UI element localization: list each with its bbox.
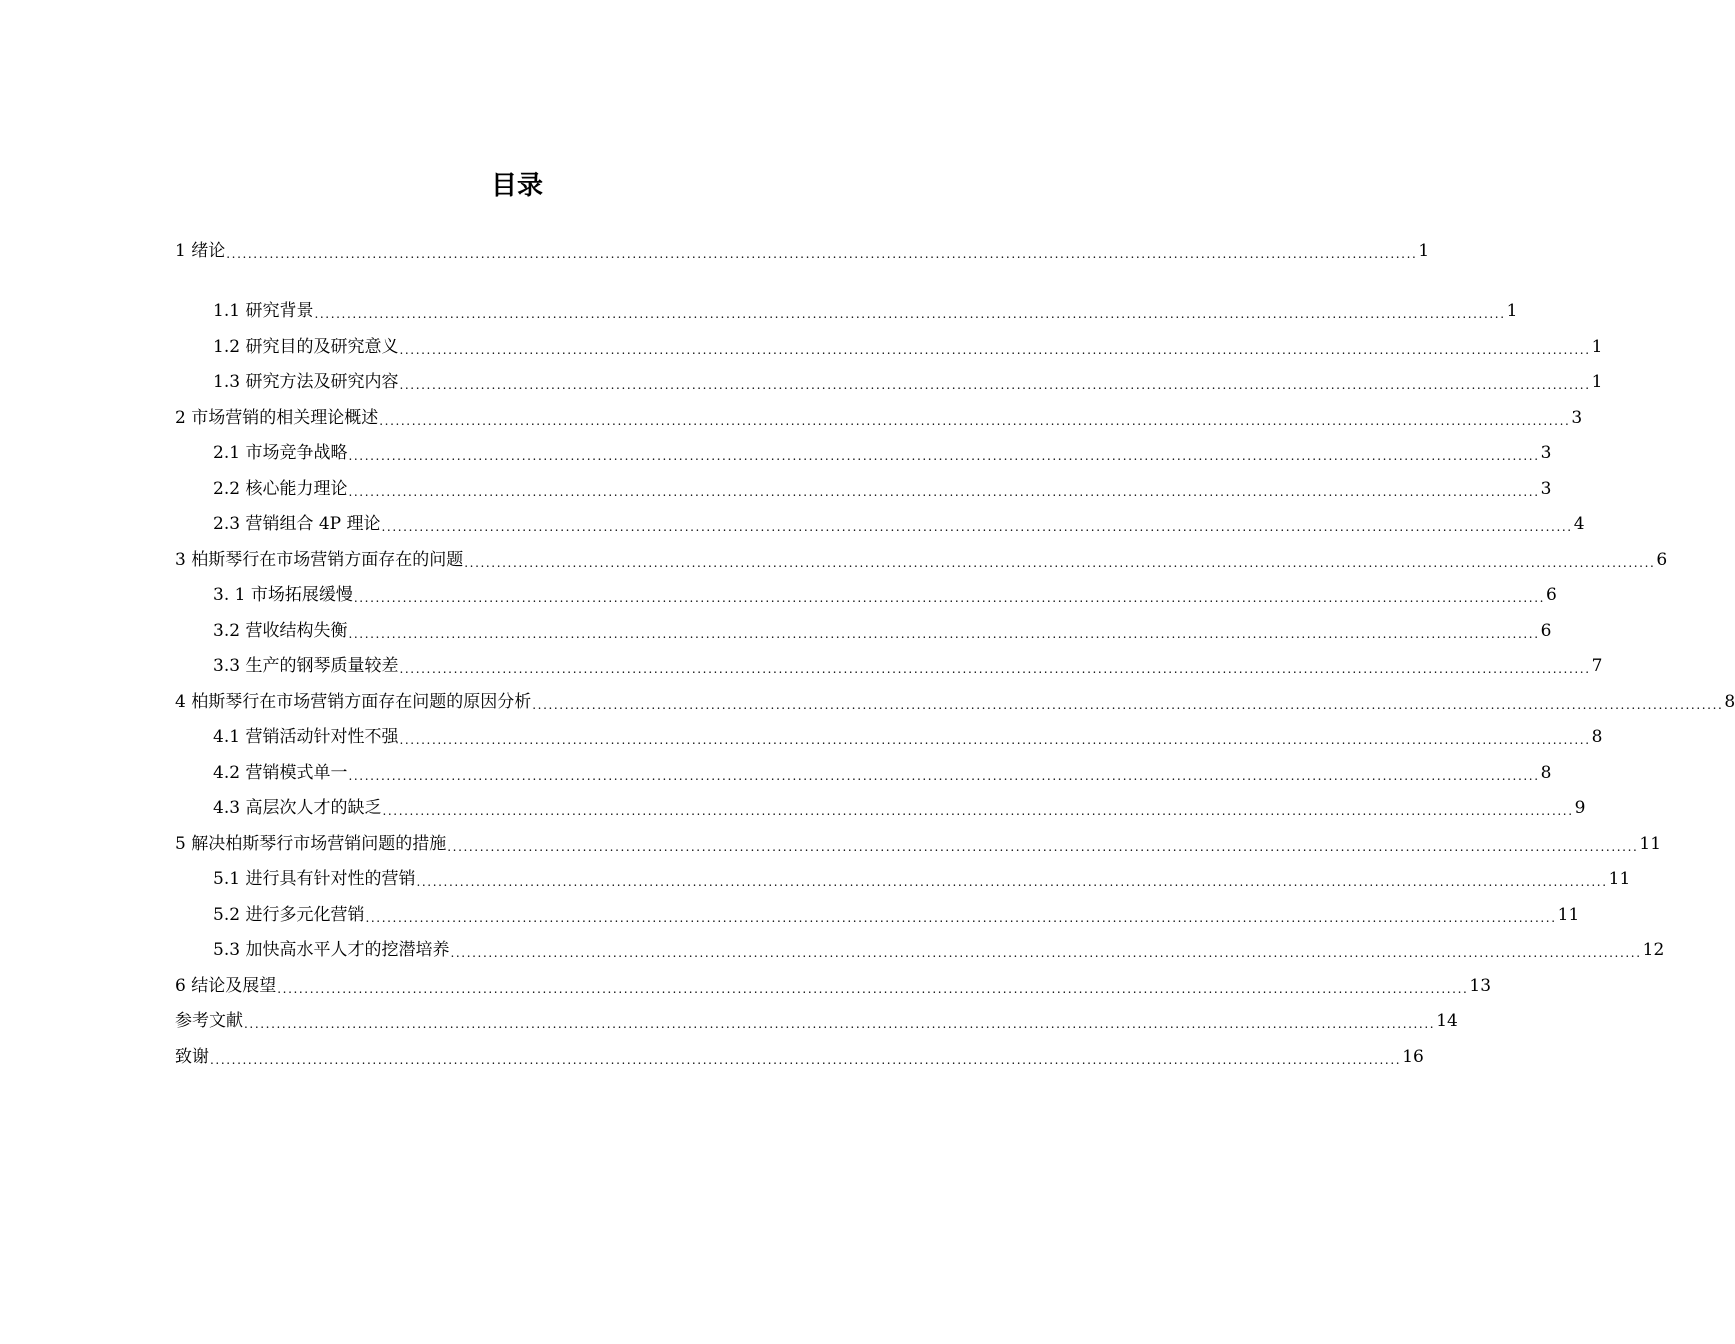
toc-entry (175, 1042, 1424, 1068)
toc-entry-page: 3 (1540, 443, 1552, 463)
dot-leader: ............................................................................................................................................................................................................................ (381, 520, 1573, 534)
toc-entry (213, 332, 1603, 358)
toc-entry-page: 11 (1557, 905, 1580, 925)
dot-leader: ............................................................................................................................................................................................................................ (277, 982, 1469, 996)
dot-leader: ............................................................................................................................................................................................................................ (353, 591, 1546, 605)
toc-entry (175, 1006, 1458, 1032)
toc-entry-page: 3 (1540, 479, 1552, 499)
toc-entry (175, 687, 1735, 713)
dot-leader: ............................................................................................................................................................................................................................ (399, 733, 1591, 747)
toc-entry-label: 3 柏斯琴行在市场营销方面存在的问题 (175, 550, 464, 570)
toc-entry-page: 1 (1591, 372, 1603, 392)
toc-entry-label: 1.3 研究方法及研究内容 (213, 372, 399, 392)
toc-entry (175, 829, 1662, 855)
toc-entry (213, 935, 1665, 961)
dot-leader: ............................................................................................................................................................................................................................ (399, 378, 1591, 392)
toc-entry-page: 16 (1402, 1047, 1424, 1067)
dot-leader: ............................................................................................................................................................................................................................ (450, 946, 1642, 960)
toc-entry-page: 8 (1724, 692, 1735, 712)
toc-entry (213, 438, 1552, 464)
toc-entry-page: 12 (1642, 940, 1665, 960)
toc-entry-label: 3. 1 市场拓展缓慢 (213, 585, 353, 605)
toc-entry-page: 14 (1436, 1011, 1458, 1031)
toc-entry (213, 758, 1552, 784)
toc-entry-page: 8 (1540, 763, 1552, 783)
toc-entry-page: 7 (1591, 656, 1603, 676)
toc-entry-page: 1 (1418, 241, 1430, 261)
toc-entry-page: 4 (1573, 514, 1585, 534)
toc-entry (213, 651, 1603, 677)
dot-leader: ............................................................................................................................................................................................................................ (464, 556, 1656, 570)
toc-entry (213, 367, 1603, 393)
toc-entry-label: 5.2 进行多元化营销 (213, 905, 365, 925)
toc-entry-label: 4.2 营销模式单一 (213, 763, 348, 783)
toc-entry (175, 236, 1430, 262)
dot-leader: ............................................................................................................................................................................................................................ (348, 449, 1540, 463)
toc-entry-label: 参考文献 (175, 1011, 243, 1031)
dot-leader: ............................................................................................................................................................................................................................ (382, 804, 1574, 818)
toc-entry-label: 3.3 生产的钢琴质量较差 (213, 656, 399, 676)
dot-leader: ............................................................................................................................................................................................................................ (447, 840, 1639, 854)
toc-entry-label: 2 市场营销的相关理论概述 (175, 408, 379, 428)
toc-entry-page: 9 (1574, 798, 1586, 818)
toc-entry-page: 6 (1546, 585, 1557, 605)
toc-entry-label: 1 绪论 (175, 241, 226, 261)
toc-entry-label: 2.2 核心能力理论 (213, 479, 348, 499)
dot-leader: ............................................................................................................................................................................................................................ (348, 769, 1540, 783)
toc-entry-label: 6 结论及展望 (175, 976, 277, 996)
dot-leader: ............................................................................................................................................................................................................................ (314, 307, 1506, 321)
page-title: 目录 (490, 171, 543, 201)
dot-leader: ............................................................................................................................................................................................................................ (399, 343, 1591, 357)
toc-entry (213, 474, 1552, 500)
toc-entry (175, 403, 1583, 429)
toc-entry-page: 6 (1540, 621, 1552, 641)
toc-entry-label: 2.3 营销组合 4P 理论 (213, 514, 381, 534)
toc-entry-page: 13 (1469, 976, 1492, 996)
toc-entry-label: 致谢 (175, 1047, 209, 1067)
dot-leader: ............................................................................................................................................................................................................................ (416, 875, 1608, 889)
toc-entry-label: 4 柏斯琴行在市场营销方面存在问题的原因分析 (175, 692, 532, 712)
dot-leader: ............................................................................................................................................................................................................................ (348, 627, 1540, 641)
toc-entry-page: 8 (1591, 727, 1603, 747)
dot-leader: ............................................................................................................................................................................................................................ (244, 1017, 1436, 1031)
toc-entry-page: 1 (1506, 301, 1518, 321)
toc-entry-label: 5.3 加快高水平人才的挖潜培养 (213, 940, 450, 960)
toc-entry-label: 4.3 高层次人才的缺乏 (213, 798, 382, 818)
toc-entry-page: 6 (1656, 550, 1668, 570)
toc-entry (213, 900, 1580, 926)
dot-leader: ............................................................................................................................................................................................................................ (210, 1053, 1402, 1067)
toc-entry (213, 793, 1586, 819)
dot-leader: ............................................................................................................................................................................................................................ (226, 247, 1418, 261)
toc-entry (213, 864, 1631, 890)
toc-entry-label: 5 解决柏斯琴行市场营销问题的措施 (175, 834, 447, 854)
toc-entry (213, 616, 1552, 642)
dot-leader: ............................................................................................................................................................................................................................ (532, 698, 1724, 712)
toc-entry (175, 545, 1668, 571)
toc-entry-label: 5.1 进行具有针对性的营销 (213, 869, 416, 889)
dot-leader: ............................................................................................................................................................................................................................ (365, 911, 1557, 925)
toc-entry-page: 11 (1608, 869, 1631, 889)
toc-entry-label: 1.2 研究目的及研究意义 (213, 337, 399, 357)
toc-entry (213, 722, 1603, 748)
toc-entry-label: 4.1 营销活动针对性不强 (213, 727, 399, 747)
dot-leader: ............................................................................................................................................................................................................................ (399, 662, 1591, 676)
dot-leader: ............................................................................................................................................................................................................................ (348, 485, 1540, 499)
toc-entry (175, 971, 1492, 997)
toc-entry-page: 3 (1571, 408, 1583, 428)
toc-entry (213, 509, 1585, 535)
toc-entry (213, 296, 1518, 322)
toc-entry (213, 580, 1557, 606)
dot-leader: ............................................................................................................................................................................................................................ (379, 414, 1571, 428)
toc-entry-label: 1.1 研究背景 (213, 301, 314, 321)
toc-entry-page: 1 (1591, 337, 1603, 357)
toc-entry-page: 11 (1639, 834, 1662, 854)
toc-entry-label: 2.1 市场竞争战略 (213, 443, 348, 463)
toc-entry-label: 3.2 营收结构失衡 (213, 621, 348, 641)
